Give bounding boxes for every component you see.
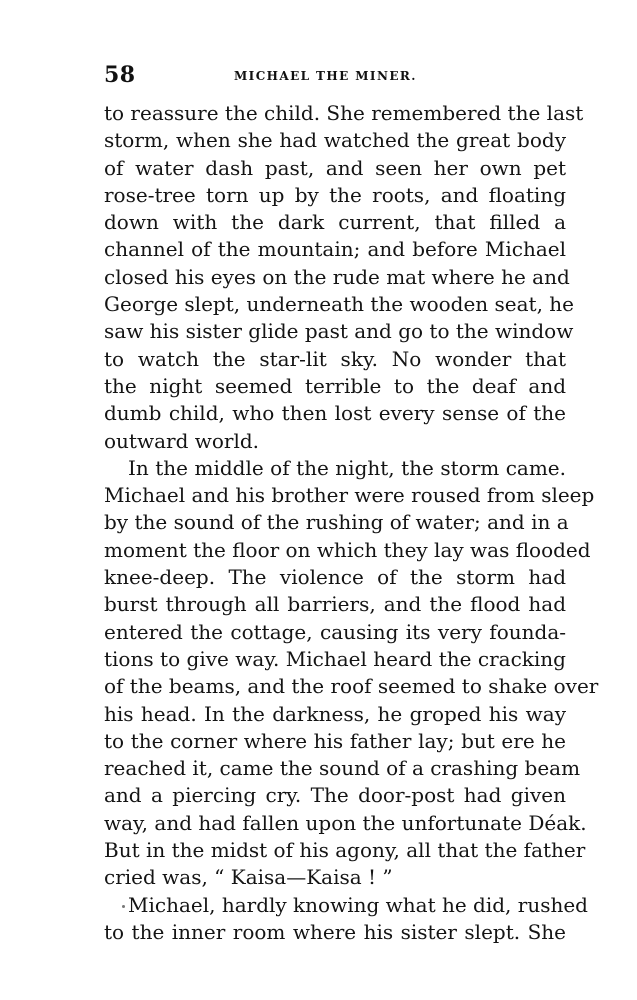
text-line: rose-tree torn up by the roots, and floating (104, 182, 566, 207)
paragraph-end-line: cried was, “ Kaisa—Kaisa ! ” (104, 865, 393, 890)
page-header (104, 60, 566, 90)
text-line: reached it, came the sound of a crashing beam (104, 756, 581, 781)
running-title: MICHAEL THE MINER. (234, 69, 417, 83)
text-line: of the beams, and the roof seemed to shake over (104, 674, 599, 699)
text-line: channel of the mountain; and before Michael (104, 237, 566, 262)
text-line: burst through all barriers, and the flood had (104, 592, 566, 617)
text-line: But in the midst of his agony, all that the father (104, 838, 586, 863)
text-line: entered the cottage, causing its very founda- (104, 619, 566, 644)
text-line: moment the floor on which they lay was flooded (104, 537, 591, 562)
text-line: to the corner where his father lay; but ere he (104, 728, 566, 753)
text-line: storm, when she had watched the great body (104, 128, 566, 153)
text-line: and a piercing cry. The door-post had given (104, 783, 566, 808)
text-line: dumb child, who then lost every sense of the (104, 401, 566, 426)
text-line: of water dash past, and seen her own pet (104, 155, 566, 180)
text-line: to reassure the child. She remembered the last (104, 101, 584, 125)
text-line: saw his sister glide past and go to the window (104, 319, 574, 344)
paragraph-end-line: outward world. (104, 428, 259, 453)
text-line: tions to give way. Michael heard the cracking (104, 646, 566, 671)
page-number: 58 (104, 62, 136, 88)
paragraph-start-line: Michael, hardly knowing what he did, rushed (128, 892, 588, 917)
text-line: way, and had fallen upon the unfortunate Déak. (104, 810, 587, 835)
text-line: down with the dark current, that filled a (104, 210, 566, 235)
paper-speck (122, 905, 125, 908)
paragraph-start-line: In the middle of the night, the storm came. (128, 455, 566, 480)
text-line: knee-deep. The violence of the storm had (104, 565, 566, 590)
text-line: to watch the star-lit sky. No wonder that (104, 346, 566, 371)
text-line: closed his eyes on the rude mat where he and (104, 264, 570, 289)
body-text (104, 100, 599, 946)
text-line: his head. In the darkness, he groped his way (104, 701, 566, 726)
text-line: the night seemed terrible to the deaf and (104, 373, 566, 398)
text-line: Michael and his brother were roused from sleep (104, 483, 595, 508)
text-line: by the sound of the rushing of water; and in a (104, 510, 569, 535)
text-line: George slept, underneath the wooden seat, he (104, 292, 575, 317)
text-line: to the inner room where his sister slept. She (104, 919, 566, 944)
